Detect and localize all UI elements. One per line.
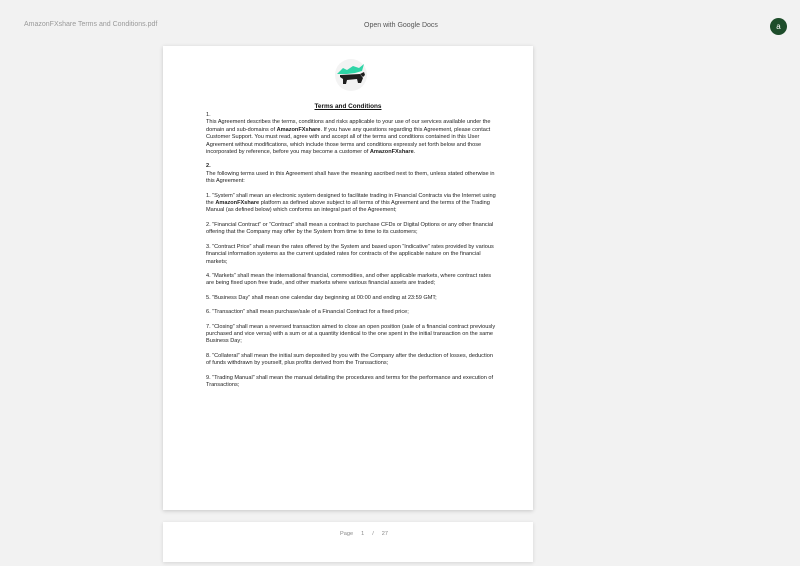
page-indicator: [340, 531, 388, 537]
definition-9: 9. “Trading Manual” shall mean the manual detailing the procedures and terms for the performance and execution of Transactions;: [206, 374, 494, 388]
definition-1: [206, 193, 496, 215]
definition-8: 8. “Collateral” shall mean the initial sum deposited by you with the Company after the deduction of losses, deduction of funds withdrawn by yourself, plus profits derived from the Transactions;: [206, 352, 493, 367]
document-body: [206, 112, 496, 396]
text: platform as defined above subject to all terms of this Agreement and the terms of the Trading Manual (as defined below) which conforms an integral part of the Agreement;: [206, 200, 490, 214]
text: This Agreement describes the terms, conditions and risks applicable to your use of our services available under the domain and sub-domains of: [206, 119, 491, 133]
avatar[interactable]: a: [770, 18, 787, 35]
section-1: [206, 112, 496, 156]
brand-name: AmazonFXshare: [215, 200, 260, 207]
page-label: Page: [340, 531, 354, 537]
definition-3: 3. “Contract Price” shall mean the rates offered by the System and based upon “Indicative” rates provided by various financial information systems as the current updated rates for contracts of the applicable nature on the financial markets;: [206, 243, 494, 265]
section-2: [206, 163, 496, 185]
brand-name: AmazonFXshare: [276, 126, 321, 133]
total-pages: 27: [381, 531, 388, 537]
text: . If you have any questions regarding this Agreement, please contact Customer Support. You must read, agree with and accept all of the terms and conditions contained in this User Agreement without modifications, which include those terms and conditions expressly set forth below and those incorporated by reference, before you may become a customer of: [206, 126, 491, 156]
text: .: [413, 149, 416, 156]
viewer-header: [0, 0, 800, 48]
text: The following terms used in this Agreement shall have the meaning ascribed next to them, unless stated otherwise in this Agreement:: [206, 170, 495, 185]
open-with-google-docs-button[interactable]: Open with Google Docs: [364, 22, 438, 29]
definition-6: 6. “Transaction” shall mean purchase/sale of a Financial Contract for a fixed price;: [206, 309, 409, 316]
brand-name: AmazonFXshare: [369, 149, 414, 156]
file-name: AmazonFXshare Terms and Conditions.pdf: [24, 21, 158, 28]
definition-7: 7. “Closing” shall mean a reversed transaction aimed to close an open position (sale of a financial contract previously purchased and vice versa) with a sum or at a quantity identical to the one spent in the initial transaction on the same Business Day;: [206, 323, 496, 345]
page-separator: /: [372, 531, 374, 537]
document-title: Terms and Conditions: [314, 103, 382, 110]
definition-4: 4. “Markets” shall mean the international financial, commodities, and other applicable markets, where contract rates are being fixed upon free trade, and other markets where various financial assets are traded;: [206, 272, 492, 287]
current-page-input[interactable]: 1: [361, 531, 365, 537]
text: 1. “System” shall mean an electronic system designed to facilitate trading in Financial Contracts via the Internet using the: [206, 192, 496, 207]
definition-2: 2. “Financial Contract” or “Contract” shall mean a contract to purchase CFDs or Digital Options or any other financial offering that the Company may offer by the System from time to time to its customers;: [206, 221, 494, 236]
bull-bear-logo-icon: [331, 58, 371, 92]
pdf-page-1: [163, 46, 533, 510]
pdf-page-2: [163, 522, 533, 562]
section-number: 2.: [206, 163, 211, 170]
definition-5: 5. “Business Day” shall mean one calendar day beginning at 00:00 and ending at 23:59 GMT;: [206, 294, 437, 301]
section-number: 1.: [206, 112, 211, 118]
